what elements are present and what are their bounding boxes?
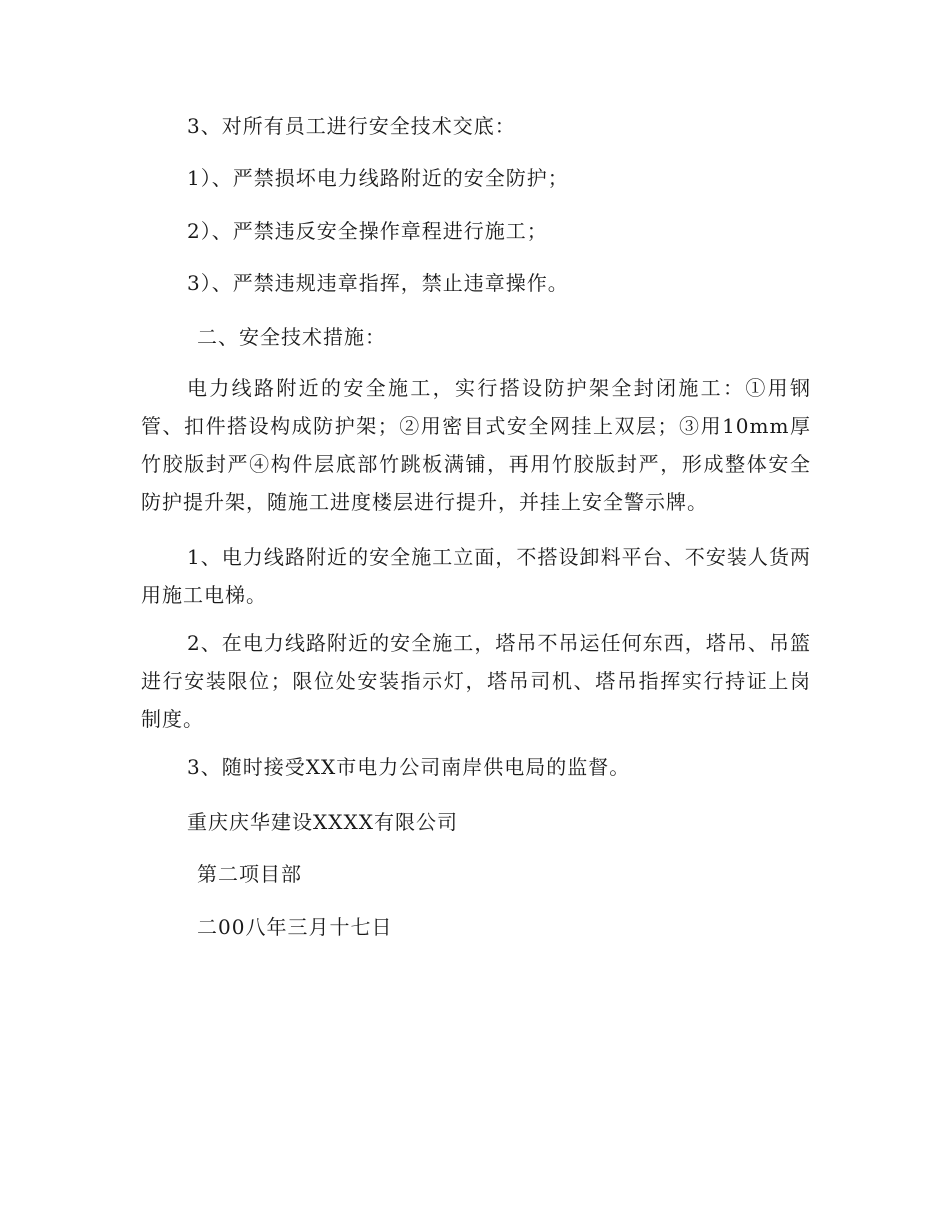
item-3-sub-2: 2）、严禁违反安全操作章程进行施工； xyxy=(187,219,548,243)
measure-1-paragraph: 1、电力线路附近的安全施工立面，不搭设卸料平台、不安装人货两用施工电梯。 xyxy=(141,545,811,607)
item-3-sub-1: 1）、严禁损坏电力线路附近的安全防护； xyxy=(187,166,569,190)
intro-paragraph: 电力线路附近的安全施工，实行搭设防护架全封闭施工：①用钢管、扣件搭设构成防护架；②用密目式安全网挂上双层；③用10mm厚竹胶版封严④构件层底部竹跳板满铺，再用竹胶版封严，形成整体安全防护提升架，随施工进度楼层进行提升，并挂上安全警示牌。 xyxy=(141,376,811,514)
signature-department: 第二项目部 xyxy=(197,862,302,886)
signature-company: 重庆庆华建设XXXX有限公司 xyxy=(187,810,458,834)
item-3-heading: 3、对所有员工进行安全技术交底： xyxy=(187,114,516,138)
signature-date: 二00八年三月十七日 xyxy=(197,915,393,939)
item-3-sub-3: 3）、严禁违规违章指挥，禁止违章操作。 xyxy=(187,271,569,295)
section-heading: 二、安全技术措施： xyxy=(197,325,386,349)
measure-2-paragraph: 2、在电力线路附近的安全施工，塔吊不吊运任何东西，塔吊、吊篮进行安装限位；限位处安装指示灯，塔吊司机、塔吊指挥实行持证上岗制度。 xyxy=(141,631,811,731)
measure-3-paragraph: 3、随时接受XX市电力公司南岸供电局的监督。 xyxy=(187,755,631,779)
